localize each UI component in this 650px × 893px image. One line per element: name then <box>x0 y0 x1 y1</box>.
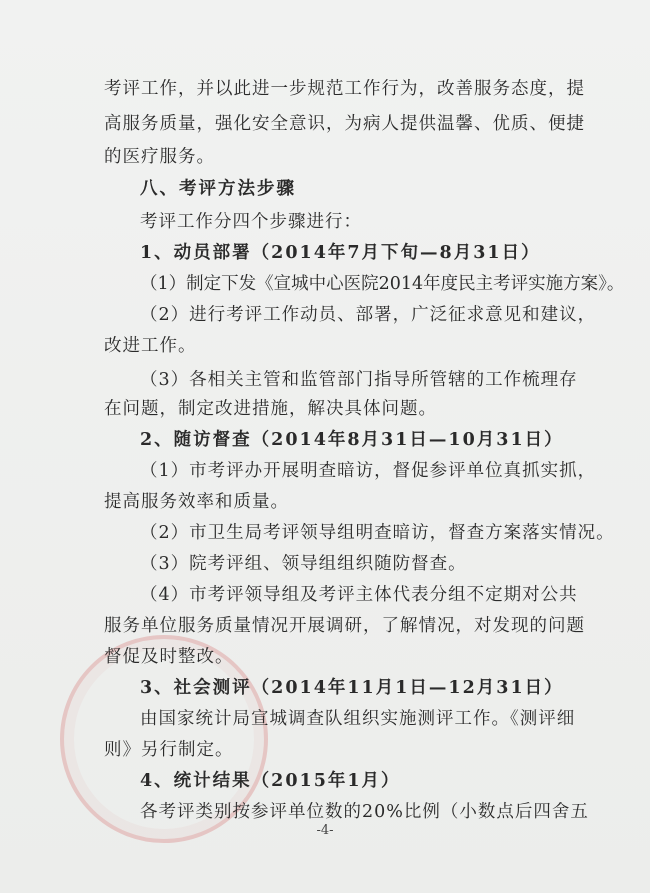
text-line: （3）院考评组、领导组组织随防督查。 <box>140 554 467 574</box>
text-line: 督促及时整改。 <box>104 647 234 667</box>
text-line: 考评工作，并以此进一步规范工作行为，改善服务态度，提 <box>104 79 585 99</box>
step-heading: 2、随访督查（2014年8月31日—10月31日） <box>140 430 564 450</box>
text-line: 的医疗服务。 <box>104 147 215 167</box>
text-line: 由国家统计局宣城调查队组织实施测评工作。《测评细 <box>140 709 576 729</box>
text-line: （1）制定下发《宣城中心医院2014年度民主考评实施方案》。 <box>140 274 625 294</box>
step-heading: 3、社会测评（2014年11月1日—12月31日） <box>140 678 564 698</box>
text-line: （2）进行考评工作动员、部署，广泛征求意见和建议， <box>140 305 597 325</box>
text-line: （1）市考评办开展明查暗访，督促参评单位真抓实抓， <box>140 461 597 481</box>
text-line: 则》另行制定。 <box>104 740 234 760</box>
step-heading: 4、统计结果（2015年1月） <box>140 771 401 791</box>
text-line: 高服务质量，强化安全意识，为病人提供温馨、优质、便捷 <box>104 114 585 134</box>
text-line: 服务单位服务质量情况开展调研，了解情况，对发现的问题 <box>104 616 585 636</box>
text-line: 在问题，制定改进措施，解决具体问题。 <box>104 399 437 419</box>
text-line: 改进工作。 <box>104 336 197 356</box>
text-line: 考评工作分四个步骤进行： <box>140 212 362 232</box>
text-line: （2）市卫生局考评领导组明查暗访，督查方案落实情况。 <box>140 523 615 543</box>
step-heading: 1、动员部署（2014年7月下旬—8月31日） <box>140 243 541 263</box>
text-line: （3）各相关主管和监管部门指导所管辖的工作梳理存 <box>140 370 578 390</box>
text-line: （4）市考评领导组及考评主体代表分组不定期对公共 <box>140 585 578 605</box>
text-line: 各考评类别按参评单位数的20%比例（小数点后四舍五 <box>140 802 589 822</box>
section-heading: 八、考评方法步骤 <box>140 179 296 199</box>
page-number: -4- <box>316 823 334 838</box>
text-line: 提高服务效率和质量。 <box>104 492 289 512</box>
